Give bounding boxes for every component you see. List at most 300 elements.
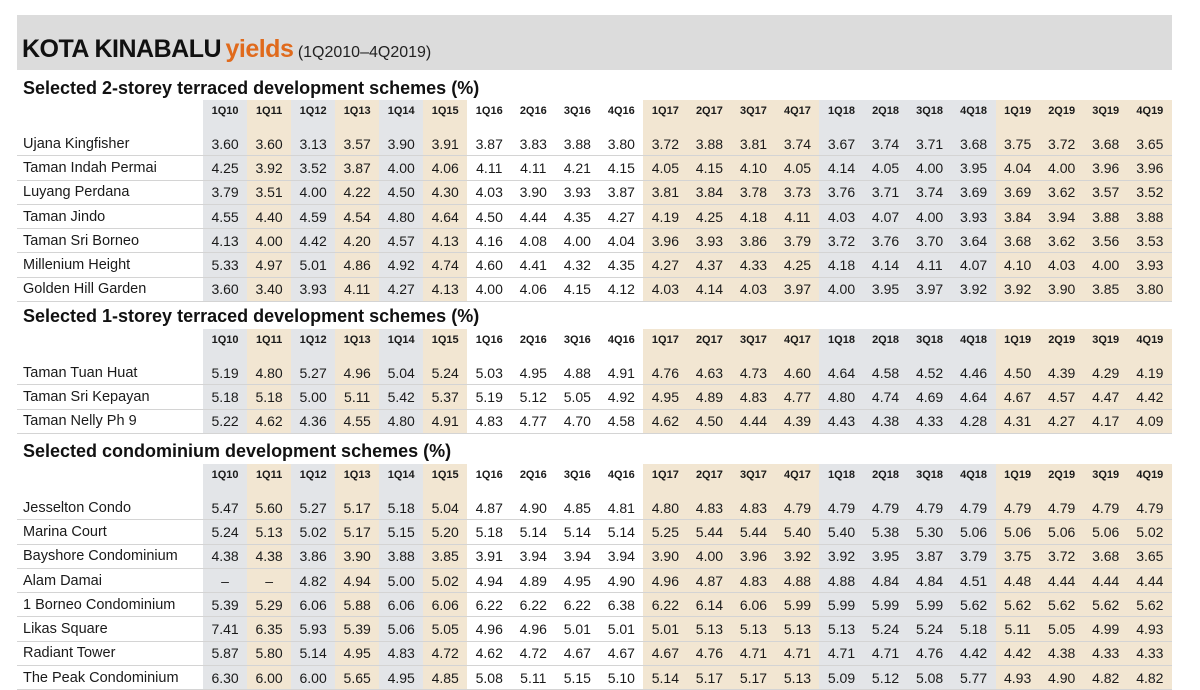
yield-cell: 4.13	[423, 229, 467, 253]
yield-cell: 4.57	[1040, 385, 1084, 409]
yield-cell: 4.72	[511, 641, 555, 665]
yield-cell: 4.37	[687, 253, 731, 277]
column-header: 1Q10	[203, 464, 247, 486]
yield-cell: 4.89	[511, 568, 555, 592]
yield-cell: 3.87	[335, 156, 379, 180]
yield-cell: 4.03	[1040, 253, 1084, 277]
yield-cell: 4.39	[775, 409, 819, 433]
column-header: 4Q17	[775, 329, 819, 351]
yield-cell: 5.17	[335, 520, 379, 544]
yield-cell: 4.79	[1084, 496, 1128, 520]
yield-cell: 4.60	[775, 361, 819, 385]
yield-cell: 3.94	[1040, 204, 1084, 228]
yield-cell: 4.33	[908, 409, 952, 433]
yield-cell: 4.12	[599, 277, 643, 301]
yield-cell: 5.25	[643, 520, 687, 544]
yield-cell: 5.19	[203, 361, 247, 385]
yield-cell: 3.94	[555, 544, 599, 568]
yield-cell: 5.00	[379, 568, 423, 592]
yield-cell: 5.39	[335, 617, 379, 641]
yield-cell: 3.93	[687, 229, 731, 253]
yield-cell: 3.76	[819, 180, 863, 204]
yield-cell: 4.91	[423, 409, 467, 433]
yield-cell: 5.09	[819, 666, 863, 690]
table-row	[17, 361, 1172, 385]
column-header: 1Q12	[291, 329, 335, 351]
yield-cell: 5.06	[952, 520, 996, 544]
yield-cell: 6.00	[291, 666, 335, 690]
column-header: 3Q18	[908, 100, 952, 122]
yield-cell: 3.68	[996, 229, 1040, 253]
yield-table	[17, 329, 1172, 434]
yield-cell: 3.95	[864, 277, 908, 301]
yield-cell: 4.79	[908, 496, 952, 520]
yield-cell: 5.18	[952, 617, 996, 641]
yield-cell: 4.74	[423, 253, 467, 277]
yield-cell: 4.96	[643, 568, 687, 592]
yield-cell: 4.96	[335, 361, 379, 385]
yield-cell: 4.46	[952, 361, 996, 385]
yield-cell: 4.19	[1128, 361, 1172, 385]
yield-cell: 3.72	[643, 132, 687, 156]
yield-cell: 4.80	[643, 496, 687, 520]
yield-cell: 3.74	[864, 132, 908, 156]
yield-cell: 3.53	[1128, 229, 1172, 253]
yield-cell: 4.33	[731, 253, 775, 277]
yield-cell: 4.51	[952, 568, 996, 592]
yield-cell: 4.25	[687, 204, 731, 228]
column-header: 2Q19	[1040, 329, 1084, 351]
yield-cell: 4.71	[864, 641, 908, 665]
yield-cell: 3.96	[643, 229, 687, 253]
yield-cell: 4.96	[511, 617, 555, 641]
yield-cell: 4.36	[291, 409, 335, 433]
column-header: 3Q19	[1084, 464, 1128, 486]
title-yields: yields	[225, 35, 294, 63]
table-row	[17, 229, 1172, 253]
yield-cell: 5.44	[687, 520, 731, 544]
yield-cell: 6.30	[203, 666, 247, 690]
column-header: 1Q13	[335, 329, 379, 351]
yield-cell: 4.83	[731, 496, 775, 520]
table-row	[17, 593, 1172, 617]
yield-cell: 4.88	[819, 568, 863, 592]
yield-cell: 5.06	[379, 617, 423, 641]
yield-cell: 4.94	[335, 568, 379, 592]
yield-cell: 4.00	[555, 229, 599, 253]
column-header: 1Q15	[423, 464, 467, 486]
column-header: 2Q17	[687, 100, 731, 122]
yield-cell: 4.84	[908, 568, 952, 592]
yield-cell: 3.85	[1084, 277, 1128, 301]
yield-cell: 4.62	[247, 409, 291, 433]
scheme-name: Bayshore Condominium	[17, 544, 203, 568]
column-header: 4Q18	[952, 100, 996, 122]
page-title	[22, 35, 431, 64]
yield-cell: 4.13	[203, 229, 247, 253]
scheme-name: Taman Sri Borneo	[17, 229, 203, 253]
yield-cell: 3.60	[203, 277, 247, 301]
yield-cell: 5.05	[555, 385, 599, 409]
column-header: 1Q14	[379, 100, 423, 122]
yield-cell: 4.62	[643, 409, 687, 433]
yield-cell: 3.93	[1128, 253, 1172, 277]
yield-cell: 3.62	[1040, 180, 1084, 204]
scheme-name: Taman Sri Kepayan	[17, 385, 203, 409]
column-header: 1Q16	[467, 329, 511, 351]
yield-cell: 5.24	[203, 520, 247, 544]
yield-cell: 3.80	[1128, 277, 1172, 301]
yield-cell: 4.79	[864, 496, 908, 520]
scheme-name: 1 Borneo Condominium	[17, 593, 203, 617]
column-header: 4Q19	[1128, 329, 1172, 351]
yield-cell: 4.17	[1084, 409, 1128, 433]
yield-cell: 5.13	[687, 617, 731, 641]
yield-cell: 4.77	[775, 385, 819, 409]
yield-cell: 5.20	[423, 520, 467, 544]
yield-cell: 4.97	[247, 253, 291, 277]
yield-cell: 4.38	[864, 409, 908, 433]
table-row	[17, 204, 1172, 228]
column-header: 4Q16	[599, 100, 643, 122]
yield-cell: 4.89	[687, 385, 731, 409]
yield-cell: 4.32	[555, 253, 599, 277]
yield-cell: 4.79	[775, 496, 819, 520]
yield-cell: 3.52	[1128, 180, 1172, 204]
column-header: 3Q16	[555, 100, 599, 122]
yield-cell: 4.58	[599, 409, 643, 433]
yield-cell: 3.83	[511, 132, 555, 156]
yield-cell: 4.38	[247, 544, 291, 568]
yield-cell: 3.90	[379, 132, 423, 156]
yield-cell: 3.87	[467, 132, 511, 156]
yield-cell: 4.11	[467, 156, 511, 180]
yield-cell: 4.05	[643, 156, 687, 180]
yield-cell: 4.90	[599, 568, 643, 592]
yield-cell: 4.67	[643, 641, 687, 665]
yield-cell: 4.88	[775, 568, 819, 592]
yield-cell: 5.77	[952, 666, 996, 690]
yield-cell: 5.40	[775, 520, 819, 544]
yield-cell: 4.83	[467, 409, 511, 433]
yield-cell: 3.92	[819, 544, 863, 568]
yield-cell: 6.38	[599, 593, 643, 617]
yield-cell: 3.88	[1084, 204, 1128, 228]
yield-cell: 5.29	[247, 593, 291, 617]
yield-cell: 4.22	[335, 180, 379, 204]
yield-cell: 3.56	[1084, 229, 1128, 253]
column-header: 3Q19	[1084, 329, 1128, 351]
yield-cell: 3.74	[908, 180, 952, 204]
table-row	[17, 156, 1172, 180]
yield-cell: 4.80	[247, 361, 291, 385]
yield-cell: 4.00	[908, 156, 952, 180]
yield-cell: 4.82	[291, 568, 335, 592]
yield-cell: 4.00	[1040, 156, 1084, 180]
column-header: 1Q16	[467, 100, 511, 122]
yield-cell: 5.80	[247, 641, 291, 665]
yield-cell: 4.67	[996, 385, 1040, 409]
column-header: 2Q18	[864, 329, 908, 351]
yield-cell: 3.96	[1128, 156, 1172, 180]
yield-cell: 5.99	[819, 593, 863, 617]
yield-cell: 3.68	[1084, 544, 1128, 568]
yield-cell: 6.06	[423, 593, 467, 617]
column-header: 2Q16	[511, 100, 555, 122]
column-header: 1Q14	[379, 329, 423, 351]
yield-cell: 5.02	[291, 520, 335, 544]
yield-cell: 4.10	[731, 156, 775, 180]
yield-cell: 4.93	[1128, 617, 1172, 641]
column-header: 1Q19	[996, 100, 1040, 122]
column-header: 1Q11	[247, 464, 291, 486]
yield-cell: 3.57	[335, 132, 379, 156]
yield-cell: 4.14	[687, 277, 731, 301]
yield-cell: 4.95	[511, 361, 555, 385]
yield-cell: 5.13	[819, 617, 863, 641]
table-row	[17, 180, 1172, 204]
yield-cell: 4.20	[335, 229, 379, 253]
column-header: 3Q17	[731, 329, 775, 351]
yield-cell: 5.01	[599, 617, 643, 641]
yield-cell: 5.60	[247, 496, 291, 520]
yield-cell: 5.27	[291, 496, 335, 520]
row-label-header	[17, 329, 203, 351]
column-header: 2Q19	[1040, 464, 1084, 486]
column-header: 4Q16	[599, 464, 643, 486]
yield-cell: 4.00	[819, 277, 863, 301]
yield-cell: 4.04	[996, 156, 1040, 180]
column-header: 3Q17	[731, 464, 775, 486]
yield-cell: 3.70	[908, 229, 952, 253]
yield-cell: 5.06	[996, 520, 1040, 544]
yield-cell: 3.62	[1040, 229, 1084, 253]
yield-cell: 5.27	[291, 361, 335, 385]
yield-cell: 6.06	[379, 593, 423, 617]
yield-cell: 4.90	[511, 496, 555, 520]
yield-cell: 4.67	[555, 641, 599, 665]
yield-cell: 4.83	[687, 496, 731, 520]
section-title: Selected condominium development schemes (%)	[23, 441, 452, 461]
yield-cell: 4.80	[819, 385, 863, 409]
yield-cell: 4.05	[864, 156, 908, 180]
yield-cell: 4.73	[731, 361, 775, 385]
yield-cell: 5.11	[511, 666, 555, 690]
column-header: 2Q17	[687, 464, 731, 486]
yield-cell: 5.62	[1128, 593, 1172, 617]
column-header: 1Q17	[643, 464, 687, 486]
column-header: 4Q18	[952, 329, 996, 351]
yield-cell: 5.37	[423, 385, 467, 409]
yield-cell: 4.07	[864, 204, 908, 228]
column-header: 3Q17	[731, 100, 775, 122]
yield-cell: 4.91	[599, 361, 643, 385]
column-header: 1Q11	[247, 100, 291, 122]
yield-cell: 4.77	[511, 409, 555, 433]
table-row	[17, 520, 1172, 544]
yield-cell: 5.04	[379, 361, 423, 385]
yield-cell: 5.02	[1128, 520, 1172, 544]
scheme-name: Alam Damai	[17, 568, 203, 592]
yield-cell: 4.31	[996, 409, 1040, 433]
yield-cell: 4.59	[291, 204, 335, 228]
column-header: 1Q10	[203, 100, 247, 122]
yield-cell: 4.99	[1084, 617, 1128, 641]
yield-cell: 6.22	[643, 593, 687, 617]
yield-cell: 4.76	[687, 641, 731, 665]
column-header: 2Q16	[511, 464, 555, 486]
yield-cell: 4.50	[996, 361, 1040, 385]
yield-cell: 4.18	[819, 253, 863, 277]
yield-cell: 5.22	[203, 409, 247, 433]
yield-cell: 4.84	[864, 568, 908, 592]
yield-cell: 4.52	[908, 361, 952, 385]
yield-cell: 3.91	[467, 544, 511, 568]
yield-cell: 5.17	[335, 496, 379, 520]
yield-cell: 3.71	[864, 180, 908, 204]
yield-cell: 4.79	[1040, 496, 1084, 520]
table-row	[17, 277, 1172, 301]
yield-cell: 4.72	[423, 641, 467, 665]
column-header: 1Q10	[203, 329, 247, 351]
yield-cell: 4.88	[555, 361, 599, 385]
yield-cell: 4.62	[467, 641, 511, 665]
yield-cell: 4.11	[511, 156, 555, 180]
yield-cell: 4.10	[996, 253, 1040, 277]
column-header: 2Q19	[1040, 100, 1084, 122]
yield-cell: 5.40	[819, 520, 863, 544]
yield-cell: 4.13	[423, 277, 467, 301]
yield-cell: 4.00	[291, 180, 335, 204]
table-row	[17, 253, 1172, 277]
yield-cell: 3.52	[291, 156, 335, 180]
yield-cell: 6.22	[555, 593, 599, 617]
yield-cell: 4.79	[819, 496, 863, 520]
yield-cell: 5.03	[467, 361, 511, 385]
yield-cell: 5.18	[203, 385, 247, 409]
yield-cell: 4.42	[1128, 385, 1172, 409]
yield-cell: 3.79	[775, 229, 819, 253]
yield-cell: 4.83	[379, 641, 423, 665]
yield-cell: 4.57	[379, 229, 423, 253]
yield-cell: 3.86	[291, 544, 335, 568]
yield-cell: 5.24	[864, 617, 908, 641]
yield-cell: 4.14	[819, 156, 863, 180]
yield-cell: 3.93	[952, 204, 996, 228]
yield-cell: 4.03	[467, 180, 511, 204]
yield-cell: 4.82	[1084, 666, 1128, 690]
yield-cell: 4.87	[467, 496, 511, 520]
column-header: 1Q18	[819, 329, 863, 351]
column-header: 2Q16	[511, 329, 555, 351]
yield-cell: 4.64	[819, 361, 863, 385]
row-label-header	[17, 464, 203, 486]
yield-cell: 4.87	[687, 568, 731, 592]
scheme-name: Likas Square	[17, 617, 203, 641]
column-header: 1Q19	[996, 329, 1040, 351]
yield-cell: 4.44	[1040, 568, 1084, 592]
scheme-name: Taman Tuan Huat	[17, 361, 203, 385]
yield-cell: 4.71	[775, 641, 819, 665]
yield-cell: 5.15	[379, 520, 423, 544]
yield-cell: 3.65	[1128, 132, 1172, 156]
yield-cell: 4.00	[687, 544, 731, 568]
yield-cell: 3.81	[643, 180, 687, 204]
column-header: 1Q13	[335, 464, 379, 486]
yield-table	[17, 464, 1172, 690]
column-header: 3Q16	[555, 464, 599, 486]
yield-cell: 4.16	[467, 229, 511, 253]
column-header: 4Q19	[1128, 464, 1172, 486]
scheme-name: Millenium Height	[17, 253, 203, 277]
table-row	[17, 496, 1172, 520]
table-row	[17, 409, 1172, 433]
yield-cell: 5.18	[467, 520, 511, 544]
yield-cell: 4.76	[643, 361, 687, 385]
yield-cell: 3.90	[335, 544, 379, 568]
yield-cell: 4.00	[379, 156, 423, 180]
yield-cell: 5.65	[335, 666, 379, 690]
yield-cell: 3.81	[731, 132, 775, 156]
yield-cell: 4.83	[731, 568, 775, 592]
yield-cell: 5.30	[908, 520, 952, 544]
yield-cell: 6.35	[247, 617, 291, 641]
yield-cell: 4.74	[864, 385, 908, 409]
yield-cell: 4.42	[952, 641, 996, 665]
yield-cell: 3.71	[908, 132, 952, 156]
yield-cell: 4.79	[1128, 496, 1172, 520]
yield-cell: 4.79	[952, 496, 996, 520]
yield-cell: 4.38	[203, 544, 247, 568]
table-row	[17, 617, 1172, 641]
yield-cell: 5.14	[511, 520, 555, 544]
yield-cell: 5.17	[687, 666, 731, 690]
yield-cell: 5.12	[511, 385, 555, 409]
yield-cell: 3.72	[1040, 132, 1084, 156]
yield-cell: 3.96	[1084, 156, 1128, 180]
row-label-header	[17, 100, 203, 122]
yield-cell: 4.40	[247, 204, 291, 228]
column-header: 1Q13	[335, 100, 379, 122]
yield-cell: 3.60	[247, 132, 291, 156]
yield-cell: 5.47	[203, 496, 247, 520]
yield-cell: 4.64	[423, 204, 467, 228]
yield-cell: 3.73	[775, 180, 819, 204]
yield-cell: 3.57	[1084, 180, 1128, 204]
yield-cell: 5.13	[731, 617, 775, 641]
yield-cell: 4.06	[423, 156, 467, 180]
yield-cell: 6.00	[247, 666, 291, 690]
yield-cell: 5.62	[996, 593, 1040, 617]
yield-cell: 4.82	[1128, 666, 1172, 690]
scheme-name: Taman Nelly Ph 9	[17, 409, 203, 433]
yield-cell: 4.55	[335, 409, 379, 433]
column-header: 1Q18	[819, 100, 863, 122]
yield-cell: 4.15	[599, 156, 643, 180]
yield-cell: 4.38	[1040, 641, 1084, 665]
yield-cell: 4.11	[908, 253, 952, 277]
yield-cell: 4.69	[908, 385, 952, 409]
table-row	[17, 544, 1172, 568]
yield-cell: 3.84	[687, 180, 731, 204]
yield-cell: 5.12	[864, 666, 908, 690]
yield-cell: 3.93	[555, 180, 599, 204]
yield-cell: 5.14	[555, 520, 599, 544]
yield-cell: 4.00	[467, 277, 511, 301]
yield-cell: 5.13	[247, 520, 291, 544]
yield-cell: 4.70	[555, 409, 599, 433]
column-header: 3Q18	[908, 329, 952, 351]
